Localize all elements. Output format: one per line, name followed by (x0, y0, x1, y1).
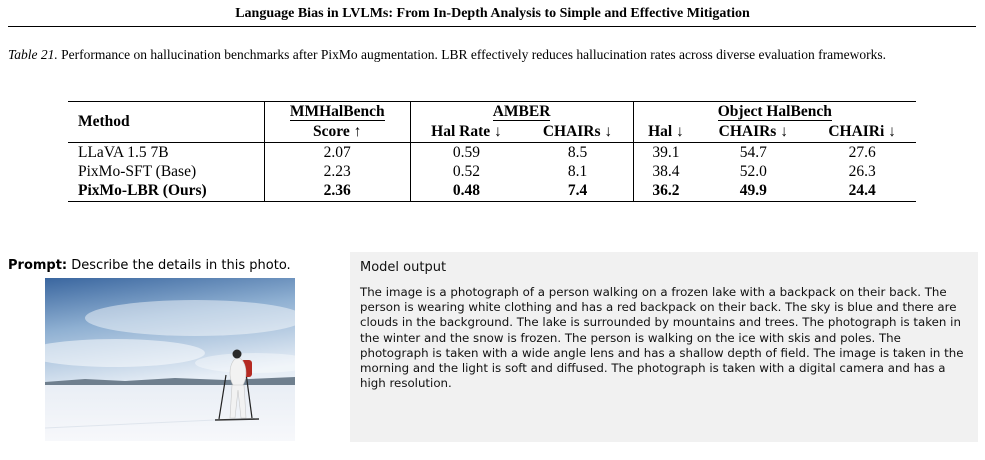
cell-amber-chairs: 8.1 (567, 162, 588, 180)
cell-chairi: 24.4 (808, 182, 916, 202)
cell-hal: 39.1 (633, 143, 698, 163)
cell-obj-chairs: 49.9 (698, 182, 808, 202)
col-header-amber-chairs: CHAIRs ↓ (522, 123, 633, 143)
table-number: Table 21. (8, 47, 58, 62)
model-output-title: Model output (360, 260, 447, 275)
results-table (68, 101, 916, 202)
col-header-obj-chairs: CHAIRs ↓ (698, 123, 808, 143)
group-header-amber: AMBER (410, 102, 633, 123)
skier-photo (45, 278, 295, 441)
cell-chairi: 27.6 (848, 143, 876, 161)
cell-score: 2.07 (264, 143, 410, 163)
col-header-hal: Hal ↓ (633, 123, 698, 143)
caption-text: Performance on hallucination benchmarks after PixMo augmentation. LBR effectively reduces hallucination rates across diverse evaluation frameworks. (57, 47, 886, 62)
col-header-score: Score ↑ (264, 123, 410, 143)
table-row-highlight (68, 182, 916, 202)
row-method: PixMo-LBR (Ours) (68, 182, 264, 202)
cell-obj-chairs: 52.0 (739, 162, 767, 180)
cell-amber-chairs: 8.5 (567, 143, 588, 161)
cell-score: 2.23 (264, 162, 410, 182)
table-group-header-row (68, 102, 916, 123)
running-title: Language Bias in LVLMs: From In-Depth Analysis to Simple and Effective Mitigation (235, 6, 750, 21)
table-row (68, 162, 916, 182)
prompt-label: Prompt: (8, 258, 68, 273)
prompt-line (8, 258, 291, 273)
group-header-object-halbench: Object HalBench (633, 102, 916, 123)
cell-hal: 38.4 (633, 162, 698, 182)
skier-body (230, 358, 246, 388)
col-header-chairi: CHAIRi ↓ (808, 123, 916, 143)
cell-hal-rate: 0.59 (410, 143, 522, 163)
cell-hal-rate: 0.48 (410, 182, 522, 202)
cloud (85, 300, 295, 336)
prompt-text: Describe the details in this photo. (67, 258, 291, 273)
cell-score: 2.36 (264, 182, 410, 202)
method-header: Method (68, 102, 264, 143)
cell-hal-rate: 0.52 (410, 162, 522, 182)
cell-amber-chairs: 7.4 (522, 182, 633, 202)
table-row (68, 143, 916, 163)
group-header-mmhalbench: MMHalBench (264, 102, 410, 123)
row-method: PixMo-SFT (Base) (78, 162, 197, 180)
model-output-text: The image is a photograph of a person walking on a frozen lake with a backpack on their back. The person is wearing white clothing and has a red backpack on their back. The sky is blue and there are clouds in the background. The lake is surrounded by mountains and trees. The photograph is taken in the winter and the snow is frozen. The person is walking on the ice with skis and poles. The photograph is taken with a wide angle lens and has a shallow depth of field. The image is taken in the morning and the light is soft and diffused. The photograph is taken with a digital camera and has a high resolution. (360, 285, 964, 391)
cell-obj-chairs: 54.7 (739, 143, 767, 161)
cell-chairi: 26.3 (848, 162, 876, 180)
row-method: LLaVA 1.5 7B (78, 143, 169, 161)
frozen-lake (45, 385, 295, 441)
header-rule (8, 26, 976, 27)
cell-hal: 36.2 (633, 182, 698, 202)
table-caption (8, 46, 980, 63)
col-header-hal-rate: Hal Rate ↓ (410, 123, 522, 143)
model-output-box (350, 252, 978, 442)
skier-head (233, 350, 242, 359)
skis (215, 419, 259, 420)
